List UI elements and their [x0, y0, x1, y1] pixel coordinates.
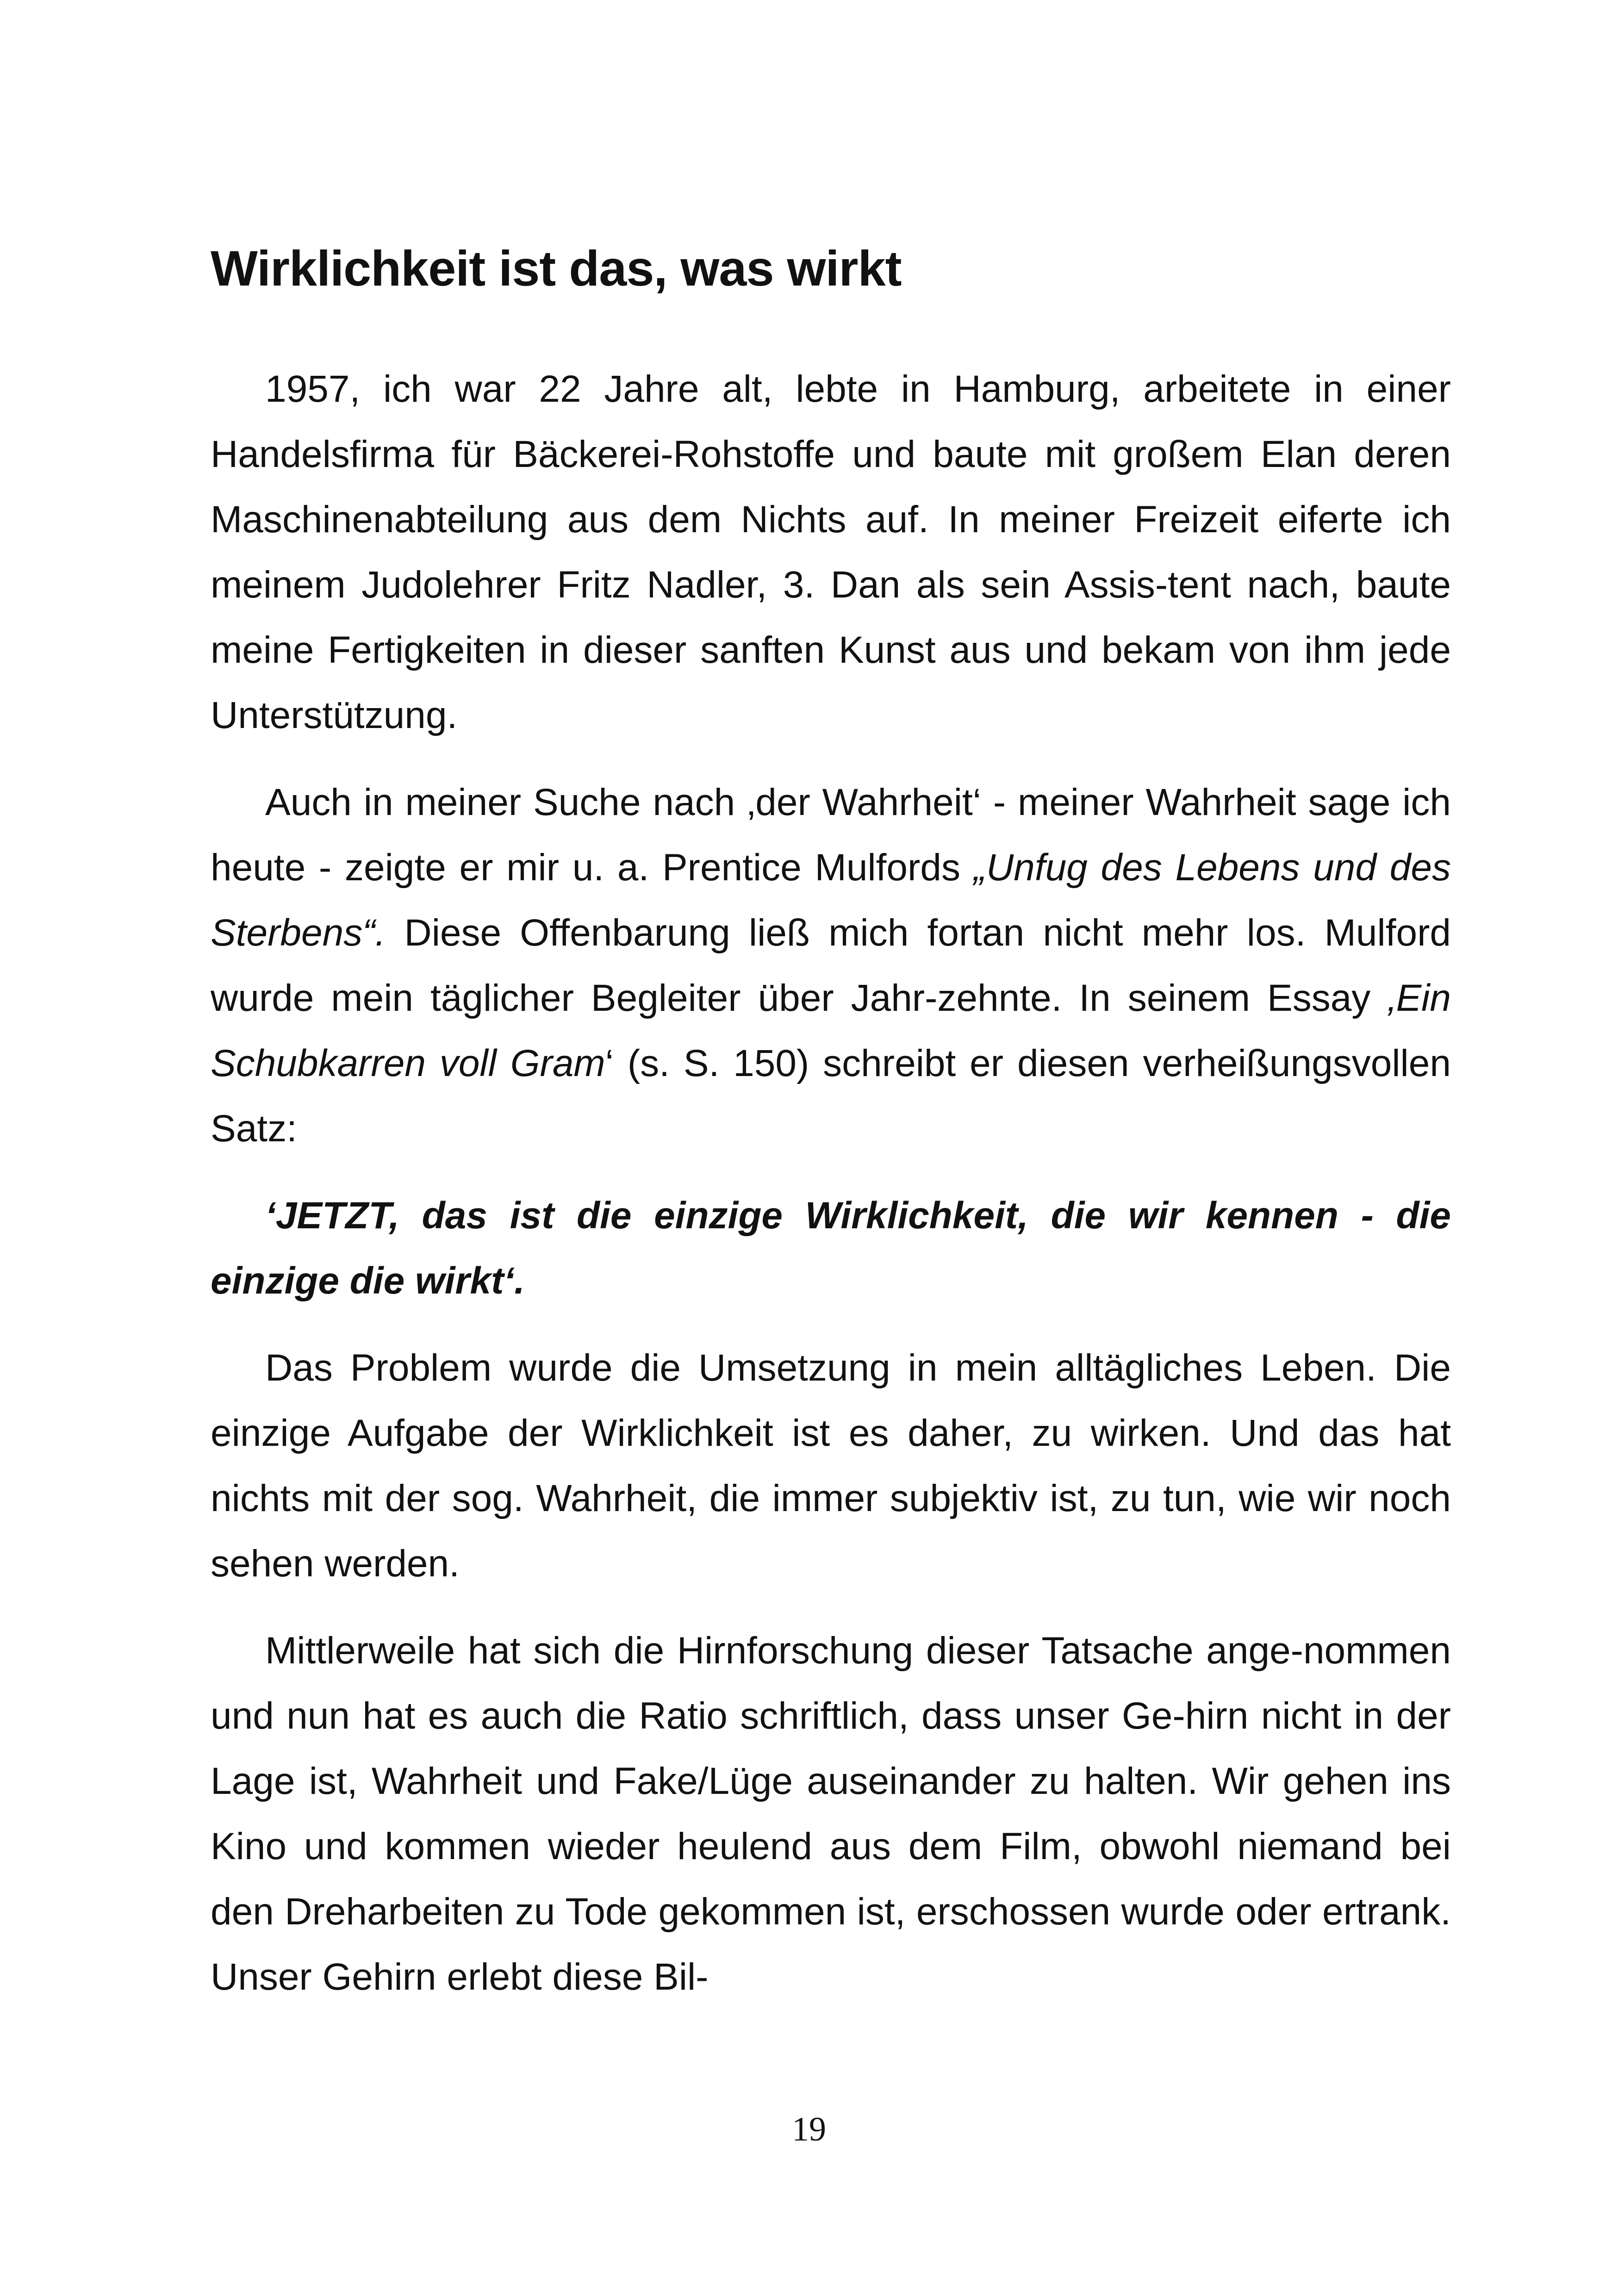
book-title-mulford: „Unfug des Lebens und des Sterbens“.	[211, 846, 1451, 954]
paragraph-3: Das Problem wurde die Umsetzung in mein alltägliches Leben. Die einzige Aufgabe der Wirklichkeit ist es daher, zu wirken. Und das hat nichts mit der sog. Wahrheit, die immer subjektiv ist, zu tun, wie wir noch sehen werden.	[211, 1347, 1451, 1585]
paragraph-2-text-c: ‘ (s. S. 150) schreibt er diesen verheißungsvollen Satz:	[211, 1042, 1451, 1150]
chapter-body	[211, 356, 1451, 2031]
paragraph-2-text-a: Auch in meiner Suche nach ‚der Wahrheit‘ - meiner Wahrheit sage ich heute - zeigte er mir u. a. Prentice Mulfords	[211, 781, 1451, 889]
chapter-heading: Wirklichkeit ist das, was wirkt	[211, 240, 902, 296]
essay-title: ‚Ein Schubkarren voll Gram	[211, 977, 1451, 1084]
emphasized-quote: ‘JETZT, das ist die einzige Wirklichkeit, die wir kennen - die einzige die wirkt‘.	[211, 1195, 1451, 1302]
paragraph-2	[211, 770, 1451, 1161]
paragraph-4: Mittlerweile hat sich die Hirnforschung dieser Tatsache ange-nommen und nun hat es auch die Ratio schriftlich, dass unser Ge-hirn nicht in der Lage ist, Wahrheit und Fake/Lüge auseinander zu halten. Wir gehen ins Kino und kommen wieder heulend aus dem Film, obwohl niemand bei den Dreharbeiten zu Tode gekommen ist, erschossen wurde oder ertrank. Unser Gehirn erlebt diese Bil-	[211, 1630, 1451, 1998]
paragraph-1: 1957, ich war 22 Jahre alt, lebte in Hamburg, arbeitete in einer Handelsfirma für Bäckerei-Rohstoffe und baute mit großem Elan deren Maschinenabteilung aus dem Nichts auf. In meiner Freizeit eiferte ich meinem Judolehrer Fritz Nadler, 3. Dan als sein Assis-tent nach, baute meine Fertigkeiten in dieser sanften Kunst aus und bekam von ihm jede Unterstützung.	[211, 368, 1451, 736]
paragraph-2-text-b: Diese Offenbarung ließ mich fortan nicht mehr los. Mulford wurde mein täglicher Begleiter über Jahr-zehnte. In seinem Essay	[211, 912, 1451, 1019]
page-number: 19	[792, 2110, 826, 2148]
